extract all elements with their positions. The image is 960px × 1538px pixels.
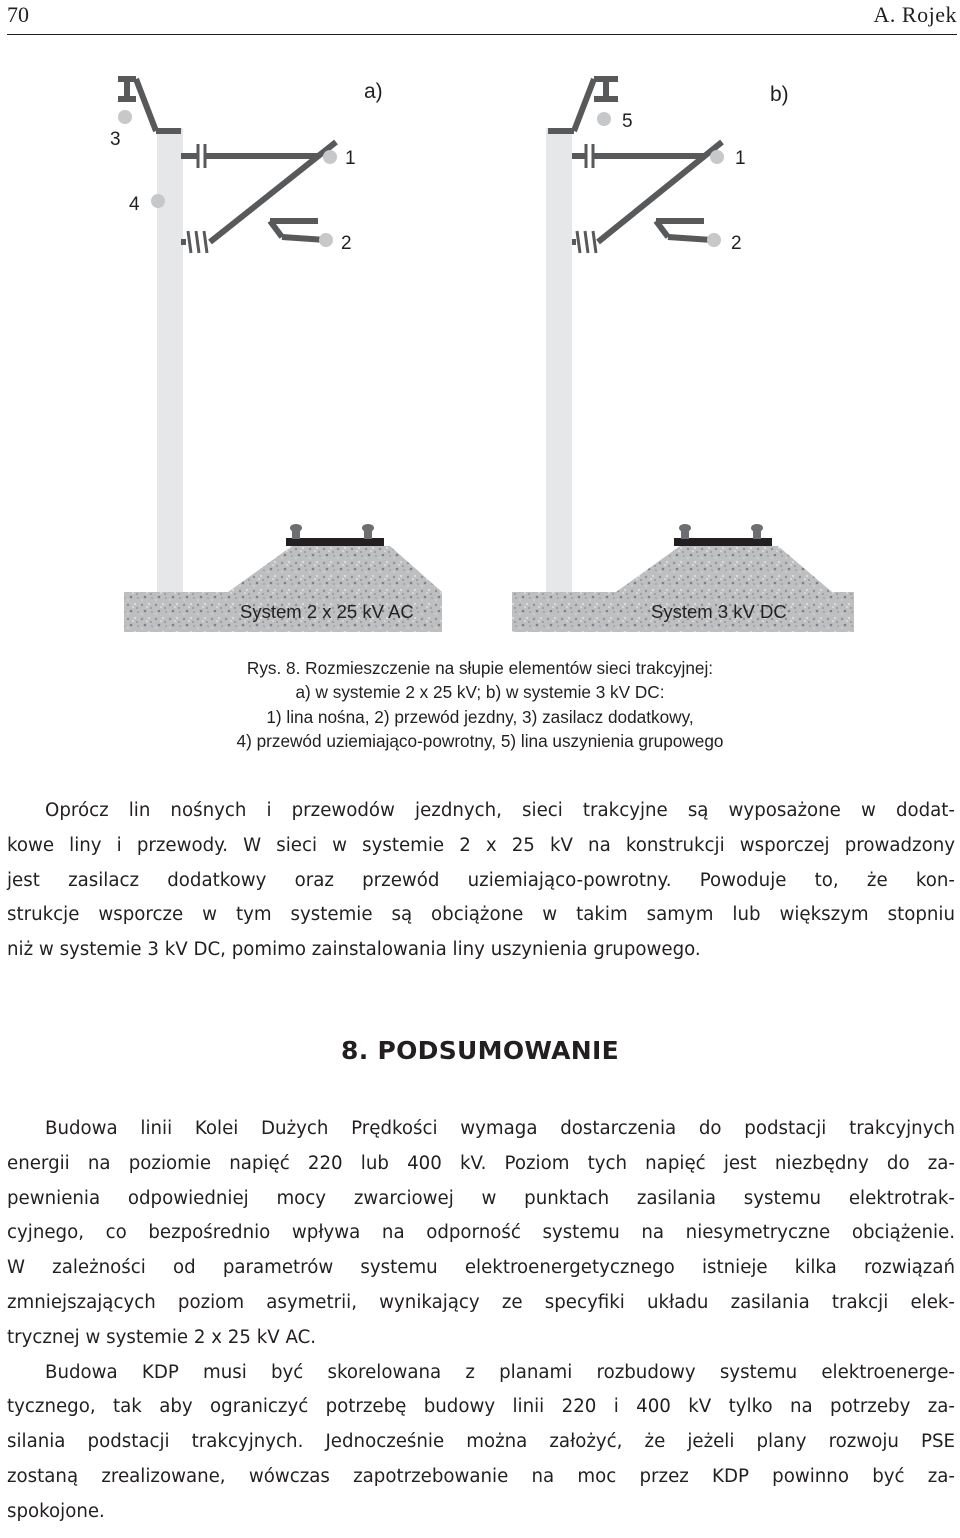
marker-label-a-1: 1 bbox=[345, 148, 356, 169]
insulators-b bbox=[577, 144, 596, 253]
structure-a bbox=[118, 79, 336, 242]
text-line: jest zasilacz dodatkowy oraz przewód uziemiająco-powrotny. Powoduje to, że kon- bbox=[7, 869, 955, 891]
text-line: niż w systemie 3 kV DC, pomimo zainstalowania liny uszynienia grupowego. bbox=[7, 939, 701, 961]
marker-label-a-2: 2 bbox=[341, 233, 352, 254]
marker-label-a-4: 4 bbox=[129, 194, 140, 215]
structure-b bbox=[548, 79, 722, 242]
rail-right-b bbox=[751, 524, 763, 539]
text-line: spokojone. bbox=[7, 1500, 105, 1522]
panel-a bbox=[110, 79, 442, 632]
caption-line: 1) lina nośna, 2) przewód jezdny, 3) zasilacz dodatkowy, bbox=[266, 706, 694, 727]
sleeper-b bbox=[674, 538, 772, 546]
page-number: 70 bbox=[7, 2, 29, 27]
paragraph-summary bbox=[7, 1112, 955, 1530]
text-line: Budowa KDP musi być skorelowana z planami rozbudowy systemu elektroenerge- bbox=[45, 1361, 955, 1383]
panel-label-a: a) bbox=[364, 80, 383, 103]
text-line: silania podstacji trakcyjnych. Jednocześnie można założyć, że jeżeli plany rozwoju PSE bbox=[7, 1431, 955, 1453]
panel-label-b: b) bbox=[770, 83, 789, 106]
text-line: Budowa linii Kolei Dużych Prędkości wymaga dostarczenia do podstacji trakcyjnych bbox=[45, 1118, 955, 1139]
text-line: zostaną zrealizowane, wówczas zapotrzebowanie na moc przez KDP powinno być za- bbox=[7, 1465, 955, 1487]
paragraph-intro bbox=[7, 794, 955, 968]
insulators-a bbox=[188, 144, 207, 253]
rail-left-a bbox=[290, 524, 302, 539]
section-heading: 8. PODSUMOWANIE bbox=[341, 1036, 619, 1065]
running-author: A. Rojek bbox=[873, 2, 957, 27]
sleeper-a bbox=[286, 538, 384, 546]
text-line: strukcje wsporcze w tym systemie są obciążone w takim samym lub większym stopniu bbox=[7, 904, 955, 926]
marker-label-a-3: 3 bbox=[110, 129, 121, 150]
rail-left-b bbox=[679, 524, 691, 539]
rail-right-a bbox=[362, 524, 374, 539]
text-line: W zależności od parametrów systemu elektroenergetycznego istnieje kilka rozwiązań bbox=[7, 1257, 955, 1279]
ballast-a bbox=[228, 546, 442, 592]
text-line: tycznego, tak aby ograniczyć potrzebę budowy linii 220 i 400 kV tylko na potrzeby za- bbox=[7, 1396, 955, 1418]
caption-line: Rys. 8. Rozmieszczenie na słupie elementów sieci trakcyjnej: bbox=[246, 658, 714, 678]
text-line: Oprócz lin nośnych i przewodów jezdnych, sieci trakcyjne są wyposażone w dodat- bbox=[45, 800, 955, 821]
text-line: pewnienia odpowiedniej mocy zwarciowej w punktach zasilania systemu elektrotrak- bbox=[7, 1187, 955, 1209]
text-line: kowe liny i przewody. W sieci w systemie 2 x 25 kV na konstrukcji wsporczej prowadzony bbox=[7, 834, 955, 856]
marker-label-b-5: 5 bbox=[622, 111, 633, 132]
pole-b bbox=[546, 128, 572, 592]
system-label-a: System 2 x 25 kV AC bbox=[240, 601, 414, 622]
figure-catenary-poles bbox=[0, 40, 960, 640]
ballast-b bbox=[616, 546, 832, 592]
text-line: cyjnego, co bezpośrednio wpływa na odporność systemu na niesymetryczne obciążenie. bbox=[7, 1222, 955, 1244]
system-label-b: System 3 kV DC bbox=[651, 601, 787, 622]
page-header bbox=[7, 0, 957, 35]
panel-b bbox=[512, 79, 854, 632]
text-line: trycznej w systemie 2 x 25 kV AC. bbox=[7, 1326, 317, 1348]
text-line: zmniejszających poziom asymetrii, wynikający ze specyfiki układu zasilania trakcji elek- bbox=[7, 1291, 955, 1313]
figure-caption bbox=[80, 656, 880, 753]
marker-label-b-2: 2 bbox=[731, 233, 742, 254]
caption-line: a) w systemie 2 x 25 kV; b) w systemie 3 kV DC: bbox=[295, 682, 665, 703]
text-line: energii na poziomie napięć 220 lub 400 kV. Poziom tych napięć jest niezbędny do za- bbox=[7, 1152, 955, 1174]
marker-label-b-1: 1 bbox=[735, 148, 746, 169]
caption-line: 4) przewód uziemiająco-powrotny, 5) lina uszynienia grupowego bbox=[236, 730, 724, 751]
